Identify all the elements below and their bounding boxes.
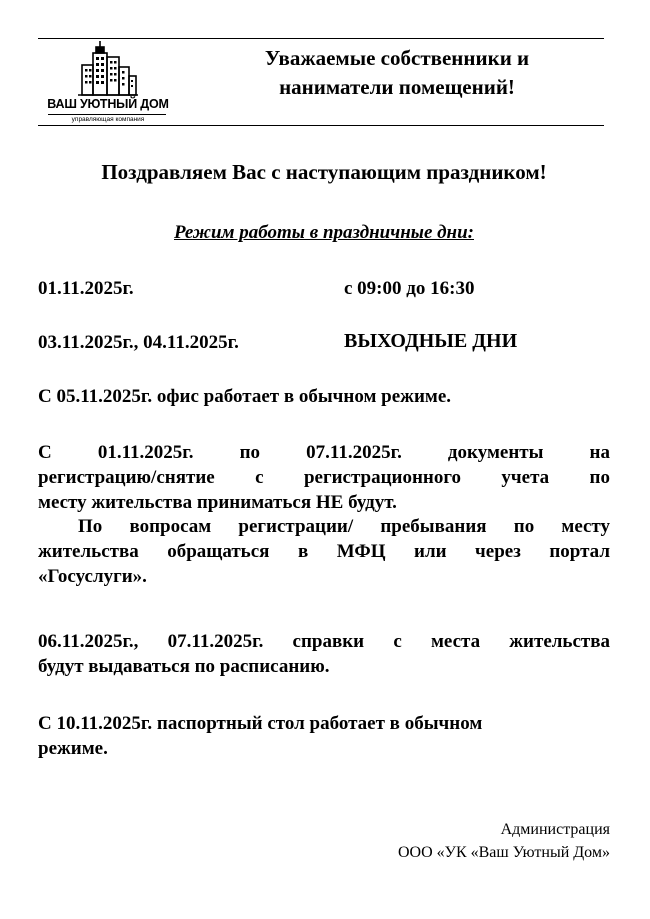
certificates-notice	[38, 629, 610, 679]
certificates-notice-line-2: будут выдаваться по расписанию.	[38, 656, 330, 677]
schedule-date-1: 01.11.2025г.	[38, 278, 134, 299]
mfc-notice-line-1: По вопросам регистрации/ пребывания по месту	[78, 516, 610, 537]
header-title-line-1: Уважаемые собственники и	[264, 46, 530, 70]
passport-desk-notice	[38, 711, 610, 761]
header-top-rule	[38, 38, 604, 39]
registration-notice	[38, 440, 610, 515]
signature-line-2: ООО «УК «Ваш Уютный Дом»	[397, 844, 610, 861]
office-normal-notice: С 05.11.2025г. офис работает в обычном режиме.	[38, 386, 452, 407]
schedule-hours-1: с 09:00 до 16:30	[344, 278, 475, 299]
holiday-greeting: Поздравляем Вас с наступающим праздником!	[101, 160, 547, 184]
registration-notice-line-3: месту жительства приниматься НЕ будут.	[38, 492, 397, 513]
header-title-line-2: наниматели помещений!	[279, 75, 515, 99]
mfc-notice-line-3: «Госуслуги».	[38, 566, 147, 587]
registration-notice-line-1: С 01.11.2025г. по 07.11.2025г. документы на	[38, 442, 610, 463]
mfc-notice	[38, 514, 610, 589]
registration-notice-line-2: регистрацию/снятие с регистрационного учета по	[38, 467, 610, 488]
header-title	[190, 44, 604, 102]
logo-subtitle: управляющая компания	[71, 116, 145, 123]
header-bottom-rule	[38, 125, 604, 126]
schedule-title: Режим работы в праздничные дни:	[173, 222, 474, 243]
signature-line-1: Администрация	[500, 821, 610, 838]
logo-divider	[48, 114, 166, 115]
certificates-notice-line-1: 06.11.2025г., 07.11.2025г. справки с места жительства	[38, 631, 610, 652]
passport-desk-notice-line-1: С 10.11.2025г. паспортный стол работает в обычном	[38, 713, 483, 734]
schedule-date-2: 03.11.2025г., 04.11.2025г.	[38, 332, 239, 353]
city-buildings-icon	[78, 40, 138, 96]
logo-company-name: ВАШ УЮТНЫЙ ДОМ	[47, 97, 169, 111]
mfc-notice-line-2: жительства обращаться в МФЦ или через портал	[38, 541, 610, 562]
company-logo	[42, 40, 174, 124]
passport-desk-notice-line-2: режиме.	[38, 738, 108, 759]
schedule-status-2: ВЫХОДНЫЕ ДНИ	[344, 330, 518, 352]
signature-block	[398, 818, 610, 864]
